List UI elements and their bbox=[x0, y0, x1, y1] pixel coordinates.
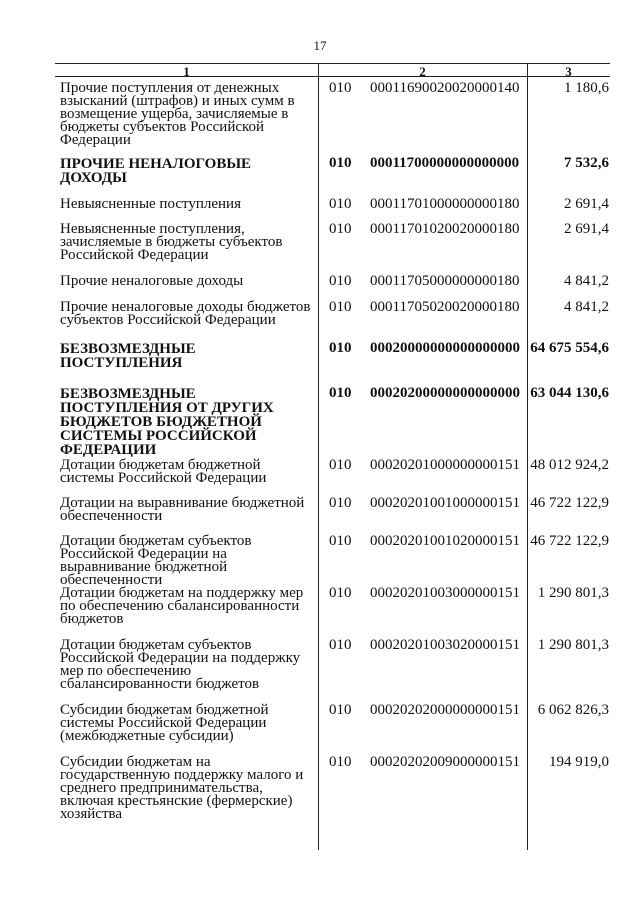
row-name: Прочие неналоговые доходы bbox=[60, 273, 244, 289]
row-budget-code: 00020202009000000151 bbox=[370, 754, 520, 770]
row-admin-code: 010 bbox=[329, 385, 352, 401]
row-amount: 48 012 924,2 bbox=[530, 457, 609, 473]
row-name: Дотации на выравнивание бюджетной обеспеченности bbox=[60, 495, 305, 524]
row-budget-code: 00020000000000000000 bbox=[370, 340, 520, 356]
row-admin-code: 010 bbox=[329, 585, 352, 601]
row-name: БЕЗВОЗМЕЗДНЫЕ ПОСТУПЛЕНИЯ bbox=[60, 341, 196, 371]
row-budget-code: 00011700000000000000 bbox=[370, 155, 520, 171]
row-admin-code: 010 bbox=[329, 221, 352, 237]
row-amount: 6 062 826,3 bbox=[537, 702, 609, 718]
row-name: Невыясненные поступления bbox=[60, 196, 241, 212]
row-name: Прочие поступления от денежных взысканий (штрафов) и иных сумм в возмещение ущерба, зачисляемые в бюджеты субъектов Российской Федерации bbox=[60, 80, 295, 148]
row-amount: 2 691,4 bbox=[564, 221, 609, 237]
row-amount: 46 722 122,9 bbox=[530, 495, 609, 511]
row-admin-code: 010 bbox=[329, 196, 352, 212]
row-admin-code: 010 bbox=[329, 299, 352, 315]
row-admin-code: 010 bbox=[329, 155, 352, 171]
row-admin-code: 010 bbox=[329, 637, 352, 653]
column-divider-2 bbox=[527, 63, 528, 850]
row-amount: 194 919,0 bbox=[549, 754, 609, 770]
row-admin-code: 010 bbox=[329, 702, 352, 718]
row-admin-code: 010 bbox=[329, 533, 352, 549]
row-name: Дотации бюджетам субъектов Российской Федерации на поддержку мер по обеспечению сбалансированности бюджетов bbox=[60, 637, 301, 692]
row-admin-code: 010 bbox=[329, 80, 352, 96]
row-admin-code: 010 bbox=[329, 754, 352, 770]
row-budget-code: 00020202000000000151 bbox=[370, 702, 520, 718]
row-amount: 1 290 801,3 bbox=[537, 637, 609, 653]
row-name: Дотации бюджетам субъектов Российской Федерации на выравнивание бюджетной обеспеченности bbox=[60, 533, 252, 588]
row-name: Субсидии бюджетам бюджетной системы Российской Федерации (межбюджетные субсидии) bbox=[60, 702, 269, 744]
row-budget-code: 00020201001000000151 bbox=[370, 495, 520, 511]
column-header-3: 3 bbox=[565, 64, 572, 79]
row-name: Дотации бюджетам на поддержку мер по обеспечению сбалансированности бюджетов bbox=[60, 585, 304, 627]
column-header-2: 2 bbox=[419, 64, 426, 79]
row-name: Дотации бюджетам бюджетной системы Российской Федерации bbox=[60, 457, 267, 486]
row-budget-code: 00020200000000000000 bbox=[370, 385, 520, 401]
column-header-1: 1 bbox=[183, 64, 190, 79]
row-budget-code: 00011701020020000180 bbox=[370, 221, 520, 237]
row-amount: 4 841,2 bbox=[564, 299, 609, 315]
row-amount: 1 290 801,3 bbox=[537, 585, 609, 601]
row-amount: 64 675 554,6 bbox=[530, 340, 609, 356]
row-amount: 1 180,6 bbox=[564, 80, 609, 96]
row-admin-code: 010 bbox=[329, 273, 352, 289]
row-name: Субсидии бюджетам на государственную поддержку малого и среднего предпринимательства, включая крестьянские (фермерские) хозяйства bbox=[60, 754, 304, 822]
row-budget-code: 00020201003020000151 bbox=[370, 637, 520, 653]
row-budget-code: 00011705020020000180 bbox=[370, 299, 520, 315]
row-amount: 7 532,6 bbox=[564, 155, 609, 171]
row-admin-code: 010 bbox=[329, 495, 352, 511]
page-number: 17 bbox=[313, 38, 327, 53]
row-amount: 2 691,4 bbox=[564, 196, 609, 212]
row-budget-code: 00020201003000000151 bbox=[370, 585, 520, 601]
row-name: Прочие неналоговые доходы бюджетов субъектов Российской Федерации bbox=[60, 299, 311, 328]
row-name: Невыясненные поступления, зачисляемые в бюджеты субъектов Российской Федерации bbox=[60, 221, 283, 263]
column-divider-1 bbox=[318, 63, 319, 850]
row-admin-code: 010 bbox=[329, 457, 352, 473]
row-name: БЕЗВОЗМЕЗДНЫЕ ПОСТУПЛЕНИЯ ОТ ДРУГИХ БЮДЖЕТОВ БЮДЖЕТНОЙ СИСТЕМЫ РОССИЙСКОЙ ФЕДЕРАЦИИ bbox=[60, 386, 274, 458]
row-budget-code: 00011705000000000180 bbox=[370, 273, 520, 289]
row-budget-code: 00020201001020000151 bbox=[370, 533, 520, 549]
row-admin-code: 010 bbox=[329, 340, 352, 356]
row-budget-code: 00011690020020000140 bbox=[370, 80, 520, 96]
row-budget-code: 00020201000000000151 bbox=[370, 457, 520, 473]
row-amount: 63 044 130,6 bbox=[530, 385, 609, 401]
row-amount: 4 841,2 bbox=[564, 273, 609, 289]
row-amount: 46 722 122,9 bbox=[530, 533, 609, 549]
row-name: ПРОЧИЕ НЕНАЛОГОВЫЕ ДОХОДЫ bbox=[60, 156, 252, 186]
row-budget-code: 00011701000000000180 bbox=[370, 196, 520, 212]
